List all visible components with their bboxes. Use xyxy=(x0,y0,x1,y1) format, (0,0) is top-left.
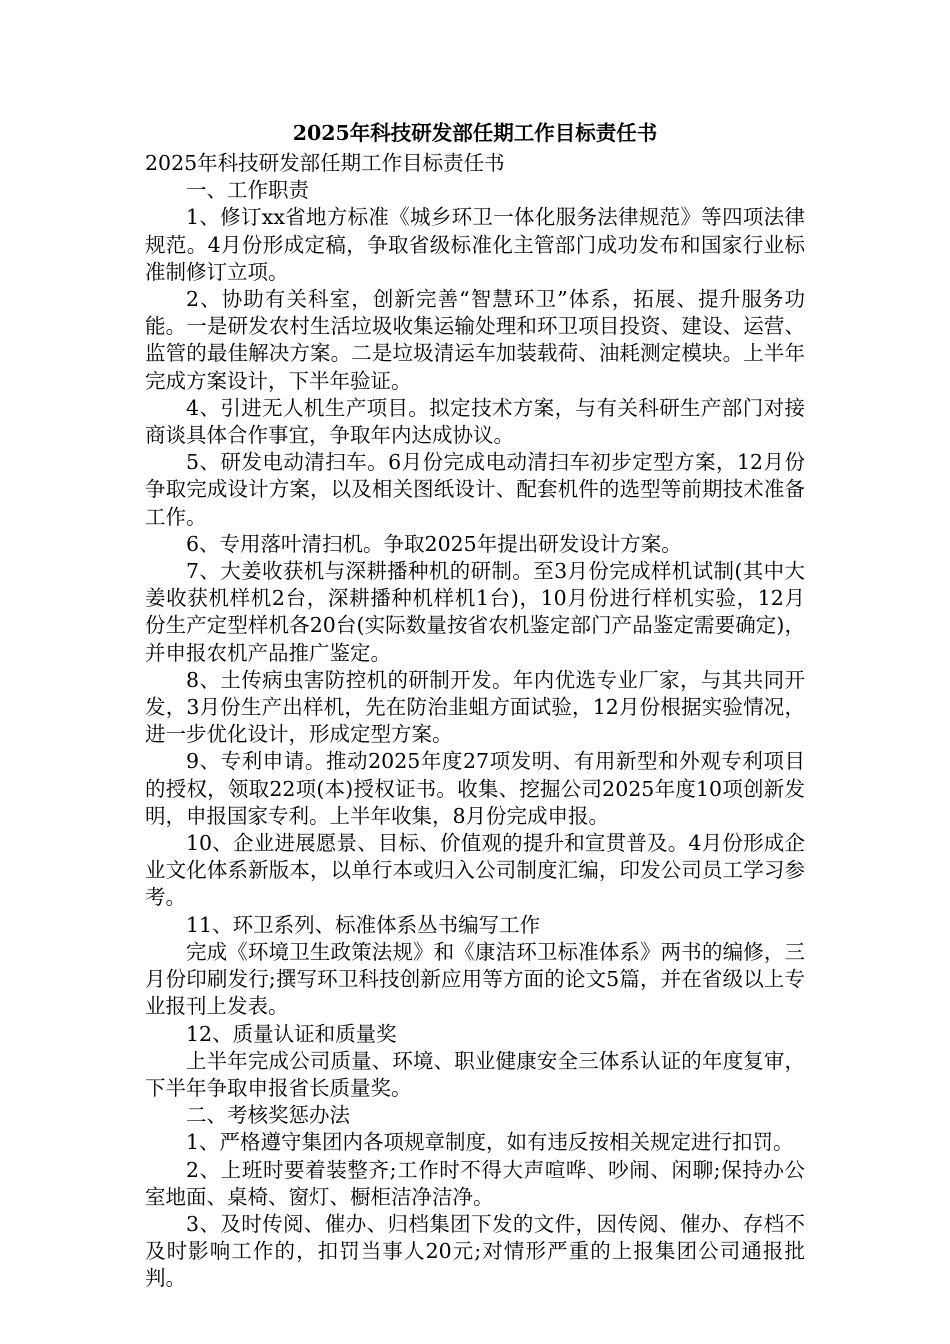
document-subtitle: 2025年科技研发部任期工作目标责任书 xyxy=(145,151,505,175)
paragraph-item-4: 4、引进无人机生产项目。拟定技术方案，与有关科研生产部门对接商谈具体合作事宜，争取年内达成协议。 xyxy=(145,395,805,448)
paragraph-item-2: 2、协助有关科室，创新完善“智慧环卫”体系，拓展、提升服务功能。一是研发农村生活垃圾收集运输处理和环卫项目投资、建设、运营、监管的最佳解决方案。二是垃圾清运车加装载荷、油耗测定模块。上半年完成方案设计，下半年验证。 xyxy=(145,287,805,393)
paragraph-item-7: 7、大姜收获机与深耕播种机的研制。至3月份完成样机试制(其中大姜收获机样机2台，深耕播种机样机1台)，10月份进行样机实验，12月份生产定型样机各20台(实际数量按省农机鉴定部门产品鉴定需要确定)，并申报农机产品推广鉴定。 xyxy=(145,559,805,665)
paragraph-item-12-detail: 上半年完成公司质量、环境、职业健康安全三体系认证的年度复审，下半年争取申报省长质量奖。 xyxy=(145,1048,805,1100)
section-heading-assessment: 二、考核奖惩办法 xyxy=(186,1103,350,1128)
document-title: 2025年科技研发部任期工作目标责任书 xyxy=(292,121,658,145)
paragraph-item-5: 5、研发电动清扫车。6月份完成电动清扫车初步定型方案，12月份争取完成设计方案，以及相关图纸设计、配套机件的选型等前期技术准备工作。 xyxy=(145,450,805,529)
section-heading-duties: 一、工作职责 xyxy=(186,178,309,203)
paragraph-item-11-detail: 完成《环境卫生政策法规》和《康洁环卫标准体系》两书的编修，三月份印刷发行;撰写环卫科技创新应用等方面的论文5篇，并在省级以上专业报刊上发表。 xyxy=(145,939,805,1019)
paragraph-rule-1: 1、严格遵守集团内各项规章制度，如有违反按相关规定进行扣罚。 xyxy=(186,1130,794,1155)
paragraph-item-9: 9、专利申请。推动2025年度27项发明、有用新型和外观专利项目的授权，领取22项(本)授权证书。收集、挖掘公司2025年度10项创新发明，申报国家专利。上半年收集，8月份完成申报。 xyxy=(145,749,805,828)
paragraph-item-1: 1、修订xx省地方标准《城乡环卫一体化服务法律规范》等四项法律规范。4月份形成定稿，争取省级标准化主管部门成功发布和国家行业标准制修订立项。 xyxy=(145,205,805,284)
paragraph-item-11: 11、环卫系列、标准体系丛书编写工作 xyxy=(186,912,541,937)
paragraph-item-12: 12、质量认证和质量奖 xyxy=(186,1021,397,1046)
paragraph-item-6: 6、专用落叶清扫机。争取2025年提出研发设计方案。 xyxy=(186,531,682,556)
paragraph-rule-3: 3、及时传阅、催办、归档集团下发的文件，因传阅、催办、存档不及时影响工作的，扣罚当事人20元;对情形严重的上报集团公司通报批判。 xyxy=(145,1211,805,1291)
document-page xyxy=(145,118,805,1293)
paragraph-item-8: 8、土传病虫害防控机的研制开发。年内优选专业厂家，与其共同开发，3月份生产出样机，先在防治韭蛆方面试验，12月份根据实验情况，进一步优化设计，形成定型方案。 xyxy=(145,667,805,747)
paragraph-rule-2: 2、上班时要着装整齐;工作时不得大声喧哗、吵闹、闲聊;保持办公室地面、桌椅、窗灯、橱柜洁净洁净。 xyxy=(145,1157,805,1209)
paragraph-item-10: 10、企业进展愿景、目标、价值观的提升和宣贯普及。4月份形成企业文化体系新版本，以单行本或归入公司制度汇编，印发公司员工学习参考。 xyxy=(145,831,805,910)
